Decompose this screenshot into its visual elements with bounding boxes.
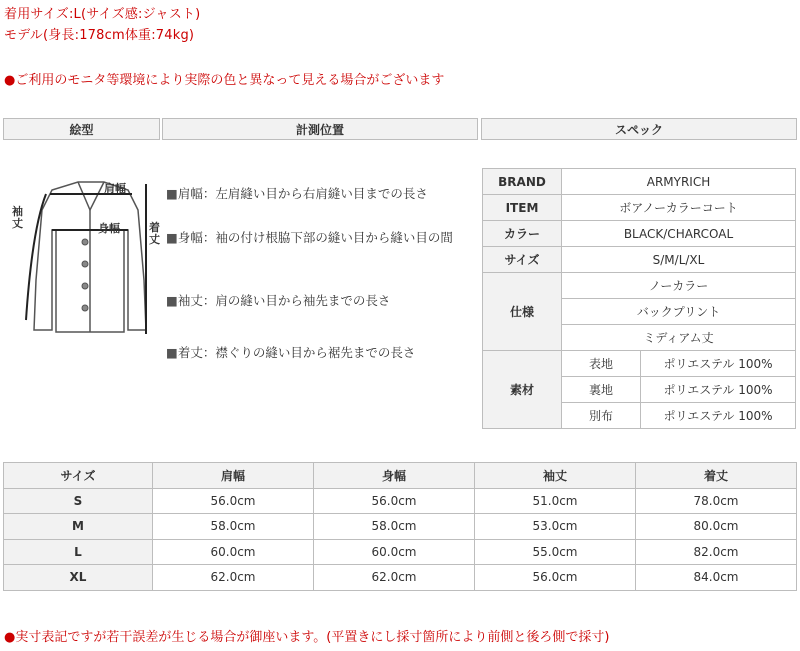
value-cell: 53.0cm — [475, 514, 636, 540]
size-table-header — [4, 463, 797, 489]
spec-row-brand — [483, 169, 796, 195]
measure-body: ■身幅：袖の付け根脇下部の縫い目から縫い目の間 — [166, 230, 453, 245]
spec-value: バックプリント — [562, 299, 796, 325]
table-row — [4, 565, 797, 591]
size-cell: L — [4, 539, 153, 565]
value-cell: 82.0cm — [636, 539, 797, 565]
spec-label: ITEM — [483, 195, 562, 221]
size-table — [3, 462, 797, 591]
value-cell: 51.0cm — [475, 488, 636, 514]
spec-table — [482, 168, 796, 429]
value-cell: 56.0cm — [475, 565, 636, 591]
value-cell: 55.0cm — [475, 539, 636, 565]
measurement-notice: ●実寸表記ですが若干誤差が生じる場合が御座います。(平置きにし採寸箇所により前側と後ろ側で採寸) — [4, 630, 610, 645]
diagram-label-length: 着 丈 — [149, 221, 160, 246]
spec-value: ボアノーカラーコート — [562, 195, 796, 221]
size-cell: XL — [4, 565, 153, 591]
material-part: 別布 — [562, 403, 641, 429]
measure-sleeve: ■袖丈：肩の縫い目から袖先までの長さ — [166, 293, 391, 308]
size-col-header: 袖丈 — [475, 463, 636, 489]
coat-diagram — [6, 170, 166, 340]
size-col-header: 肩幅 — [153, 463, 314, 489]
table-row — [4, 488, 797, 514]
size-worn-text: 着用サイズ:L(サイズ感:ジャスト) — [4, 7, 201, 22]
material-part: 表地 — [562, 351, 641, 377]
value-cell: 84.0cm — [636, 565, 797, 591]
size-cell: M — [4, 514, 153, 540]
value-cell: 62.0cm — [153, 565, 314, 591]
header-diagram: 絵型 — [3, 118, 160, 140]
value-cell: 78.0cm — [636, 488, 797, 514]
size-col-header: 身幅 — [314, 463, 475, 489]
value-cell: 60.0cm — [153, 539, 314, 565]
header-measure: 計測位置 — [162, 118, 478, 140]
spec-value: S/M/L/XL — [562, 247, 796, 273]
model-info-text: モデル(身長:178cm体重:74kg) — [4, 28, 195, 43]
header-spec: スペック — [481, 118, 797, 140]
value-cell: 80.0cm — [636, 514, 797, 540]
value-cell: 58.0cm — [314, 514, 475, 540]
size-col-header: サイズ — [4, 463, 153, 489]
spec-row-feature — [483, 273, 796, 299]
diagram-label-sleeve: 袖 丈 — [12, 205, 23, 230]
value-cell: 60.0cm — [314, 539, 475, 565]
spec-label: サイズ — [483, 247, 562, 273]
table-row — [4, 514, 797, 540]
spec-label: 素材 — [483, 351, 562, 429]
size-col-header: 着丈 — [636, 463, 797, 489]
material-value: ポリエステル 100% — [641, 351, 796, 377]
value-cell: 62.0cm — [314, 565, 475, 591]
value-cell: 56.0cm — [153, 488, 314, 514]
color-notice: ●ご利用のモニタ等環境により実際の色と異なって見える場合がございます — [4, 73, 445, 88]
spec-row-color — [483, 221, 796, 247]
material-value: ポリエステル 100% — [641, 403, 796, 429]
measure-shoulder: ■肩幅：左肩縫い目から右肩縫い目までの長さ — [166, 186, 428, 201]
spec-row-size — [483, 247, 796, 273]
diagram-label-shoulder: 肩幅 — [104, 182, 126, 195]
material-value: ポリエステル 100% — [641, 377, 796, 403]
size-cell: S — [4, 488, 153, 514]
measure-length: ■着丈：襟ぐりの縫い目から裾先までの長さ — [166, 345, 416, 360]
coat-outline-icon — [34, 182, 146, 332]
value-cell: 58.0cm — [153, 514, 314, 540]
spec-row-item — [483, 195, 796, 221]
spec-value: ミディアム丈 — [562, 325, 796, 351]
spec-value: ノーカラー — [562, 273, 796, 299]
value-cell: 56.0cm — [314, 488, 475, 514]
spec-row-material — [483, 351, 796, 377]
spec-label: BRAND — [483, 169, 562, 195]
spec-label: 仕様 — [483, 273, 562, 351]
spec-value: BLACK/CHARCOAL — [562, 221, 796, 247]
table-row — [4, 539, 797, 565]
spec-label: カラー — [483, 221, 562, 247]
material-part: 裏地 — [562, 377, 641, 403]
spec-value: ARMYRICH — [562, 169, 796, 195]
diagram-label-body: 身幅 — [98, 222, 120, 235]
